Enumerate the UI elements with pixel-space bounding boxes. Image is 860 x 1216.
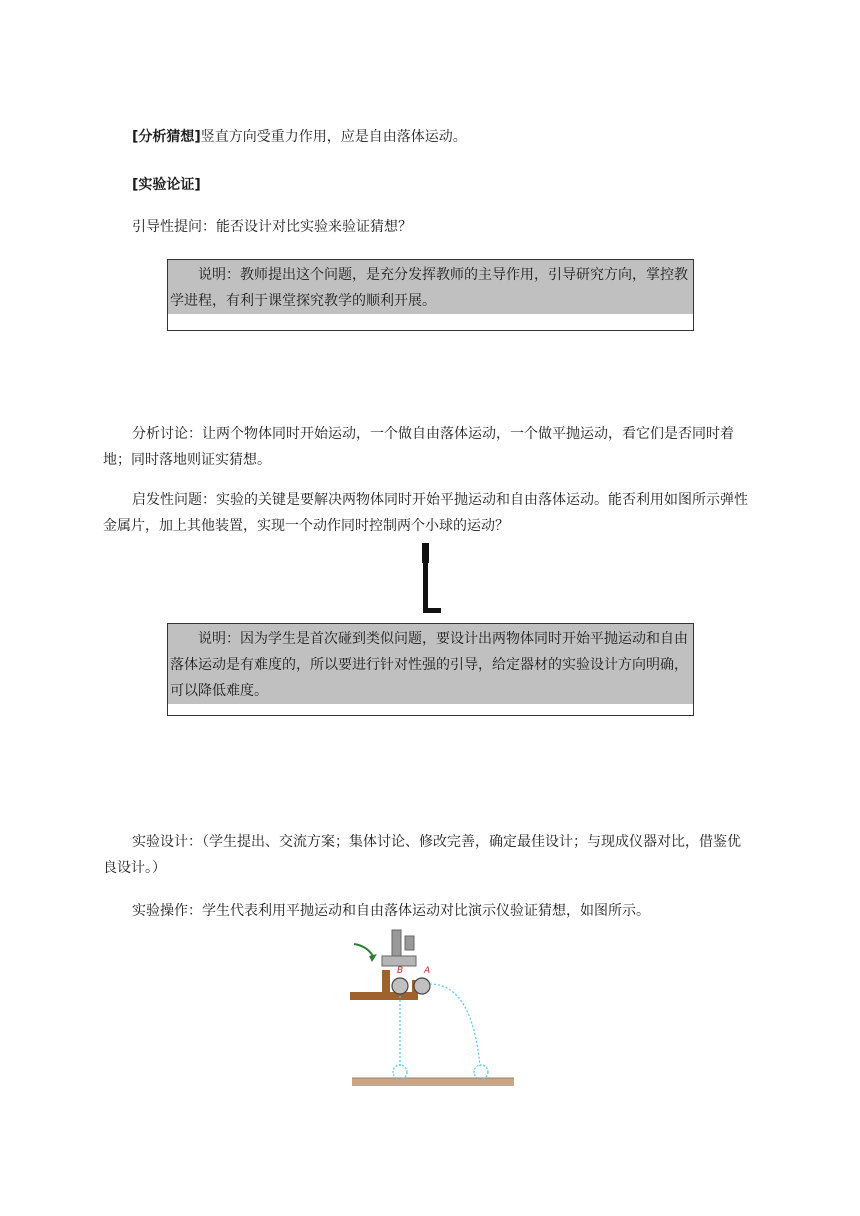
experiment-proof-label: [实验论证]	[132, 177, 201, 193]
experiment-design-paragraph: 实验设计：（学生提出、交流方案；集体讨论、修改完善，确定最佳设计；与现成仪器对比，借鉴优良设计。）	[103, 834, 741, 876]
teacher-note-box-2	[167, 623, 694, 716]
elastic-metal-strip-figure	[410, 541, 450, 617]
ball-b-label: B	[397, 966, 404, 976]
ball-b	[392, 978, 408, 994]
striker-knob	[405, 936, 414, 950]
guiding-question-paragraph: 引导性提问：能否设计对比实验来验证猜想？	[132, 219, 412, 235]
metal-strip-foot	[423, 608, 441, 613]
ball-a	[414, 978, 430, 994]
teacher-note-text-1: 说明：教师提出这个问题，是充分发挥教师的主导作用，引导研究方向，掌控教学进程，有利于课堂探究教学的顺利开展。	[168, 260, 693, 314]
analysis-guess-text: 竖直方向受重力作用，应是自由落体运动。	[200, 129, 467, 145]
analysis-discussion-paragraph: 分析讨论：让两个物体同时开始运动，一个做自由落体运动，一个做平抛运动，看它们是否同时着地；同时落地则证实猜想。	[103, 426, 734, 468]
metal-strip-clamp	[422, 543, 429, 563]
ball-a-label: A	[424, 966, 431, 976]
projectile-demo-apparatus-figure	[342, 926, 520, 1090]
stand-bracket	[350, 992, 386, 1000]
teacher-note-text-2: 说明：因为学生是首次碰到类似问题，要设计出两物体同时开始平抛运动和自由落体运动是有难度的，所以要进行针对性强的引导，给定器材的实验设计方向明确，可以降低难度。	[168, 624, 693, 704]
teacher-note-box-1	[167, 259, 694, 331]
analysis-guess-paragraph	[103, 124, 753, 150]
experiment-operation-paragraph: 实验操作：学生代表利用平抛运动和自由落体运动对比演示仪验证猜想，如图所示。	[132, 903, 650, 919]
ground-surface	[352, 1078, 514, 1086]
analysis-guess-label: [分析猜想]	[132, 129, 201, 145]
striker-head	[382, 956, 416, 966]
experiment-proof-heading	[103, 172, 753, 198]
inspiring-question-paragraph: 启发性问题：实验的关键是要解决两物体同时开始平抛运动和自由落体运动。能否利用如图所示弹性金属片，加上其他装置，实现一个动作同时控制两个小球的运动？	[103, 492, 748, 534]
